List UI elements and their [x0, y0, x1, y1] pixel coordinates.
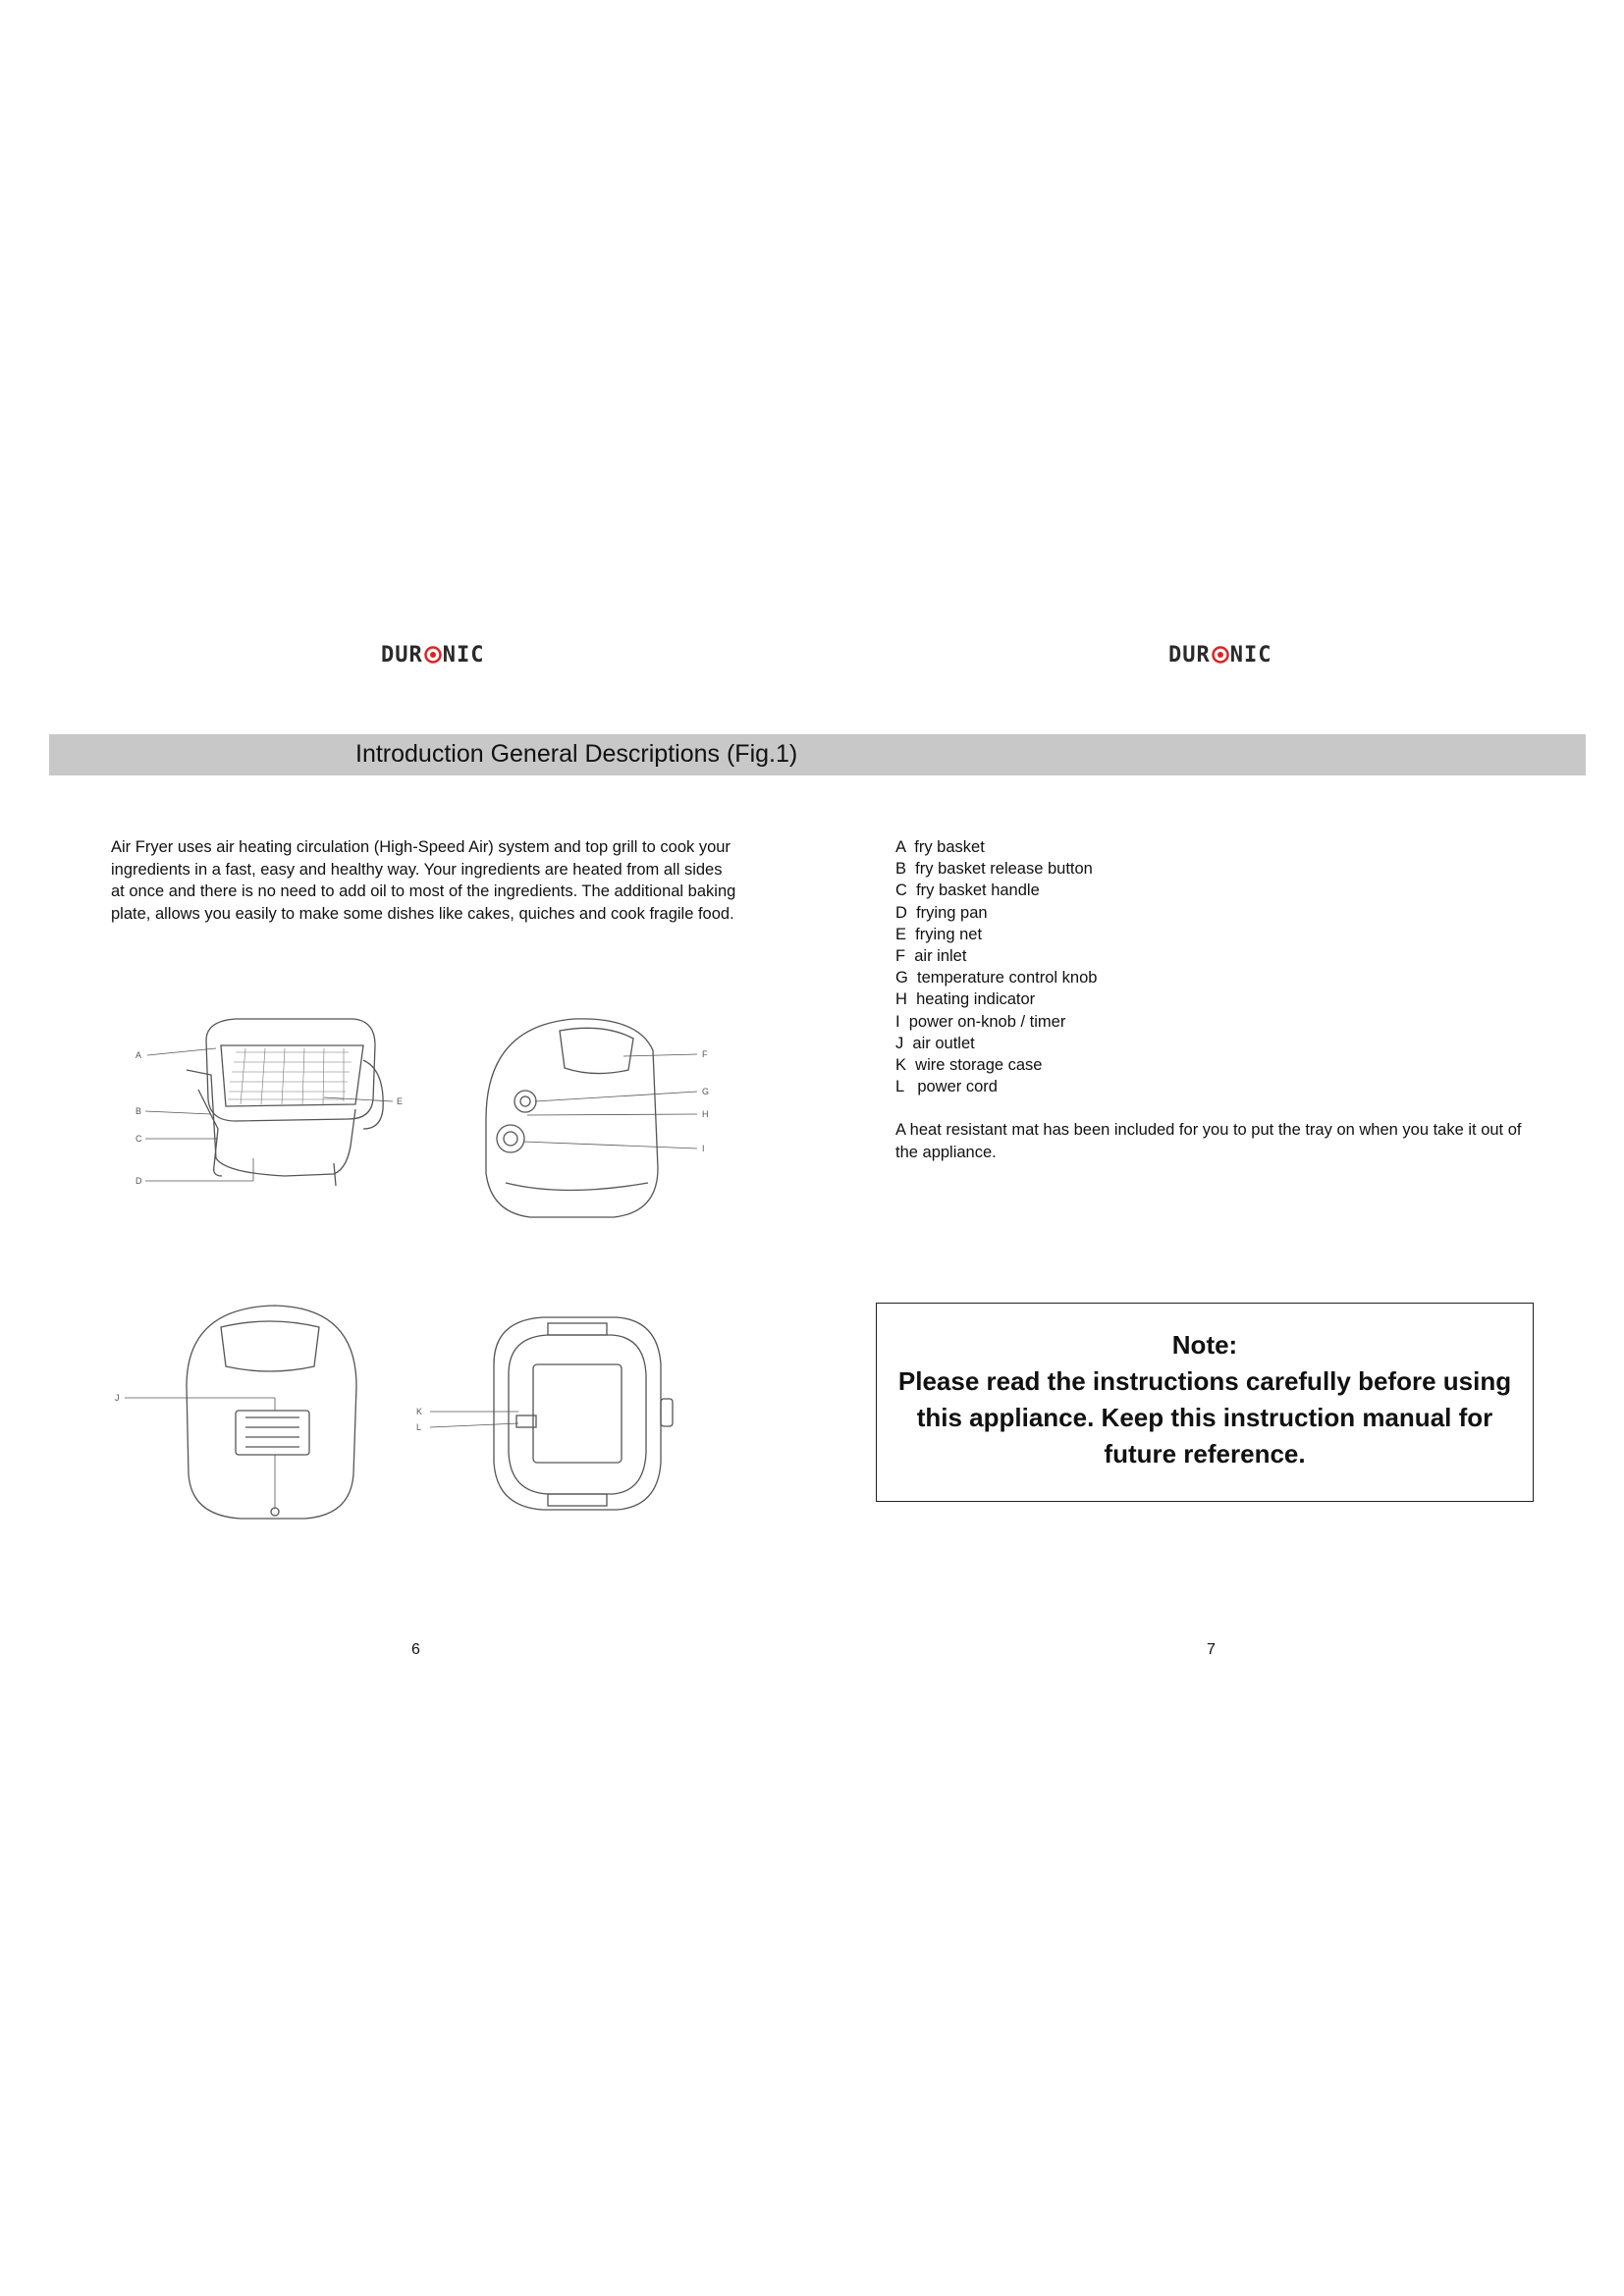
appliance-front-illustration — [466, 1011, 722, 1237]
appliance-bottom-illustration — [410, 1306, 685, 1531]
appliance-back-illustration — [103, 1298, 368, 1533]
logo-text-right: NIC — [442, 642, 485, 667]
figure-label: K — [416, 1407, 423, 1416]
figure-appliance-front — [466, 1011, 722, 1237]
list-item: B fry basket release button — [895, 860, 1093, 879]
logo-text-left: DUR — [1168, 642, 1211, 667]
figure-label: J — [115, 1393, 120, 1403]
figure-label: D — [135, 1176, 142, 1186]
brand-logo — [381, 640, 485, 669]
list-item: E frying net — [895, 925, 983, 943]
figure-appliance-back — [103, 1298, 368, 1533]
list-item: G temperature control knob — [895, 969, 1098, 988]
list-item: F air inlet — [895, 947, 967, 966]
note-box — [876, 1303, 1534, 1502]
figure-label: C — [135, 1134, 142, 1144]
fry-basket-illustration — [128, 991, 422, 1217]
list-item: A fry basket — [895, 838, 985, 856]
intro-paragraph: Air Fryer uses air heating circulation (High-Speed Air) system and top grill to cook your ingredients in a fast, easy and healthy way. Your ingredients are heated from all sides at once and there is no need to add oil to most of the ingredients. The additional baking plate, allows you easily to make some dishes like cakes, quiches and cook fragile food. — [111, 838, 736, 923]
figure-fry-basket — [128, 991, 422, 1217]
figure-label: F — [702, 1049, 708, 1059]
mat-paragraph: A heat resistant mat has been included for you to put the tray on when you take it out of the appliance. — [895, 1121, 1522, 1161]
brand-logo — [1168, 640, 1272, 669]
logo-o-icon — [1212, 646, 1229, 664]
list-item: H heating indicator — [895, 990, 1036, 1009]
list-item: C fry basket handle — [895, 881, 1040, 900]
figure-label: E — [397, 1096, 404, 1106]
list-item: D frying pan — [895, 903, 988, 922]
figure-label: I — [702, 1144, 705, 1153]
page-number-left: 6 — [411, 1641, 420, 1658]
logo-text-left: DUR — [381, 642, 423, 667]
figure-label: L — [416, 1422, 422, 1432]
list-item: L power cord — [895, 1078, 998, 1096]
figure-appliance-bottom — [410, 1306, 685, 1531]
parts-list — [895, 836, 1097, 1097]
logo-o-icon — [424, 646, 442, 664]
figure-label: A — [135, 1050, 142, 1060]
note-title: Note: — [1171, 1330, 1238, 1360]
section-title-band — [49, 734, 1586, 775]
figure-label: H — [702, 1109, 709, 1119]
list-item: I power on-knob / timer — [895, 1012, 1066, 1031]
logo-text-right: NIC — [1229, 642, 1272, 667]
section-title: Introduction General Descriptions (Fig.1) — [355, 740, 798, 768]
figure-label: B — [135, 1106, 142, 1116]
list-item: K wire storage case — [895, 1056, 1043, 1075]
list-item: J air outlet — [895, 1034, 975, 1052]
figure-label: G — [702, 1087, 710, 1096]
note-body: Please read the instructions carefully before using this appliance. Keep this instruction manual for future reference. — [897, 1366, 1512, 1468]
page-number-right: 7 — [1207, 1641, 1216, 1658]
